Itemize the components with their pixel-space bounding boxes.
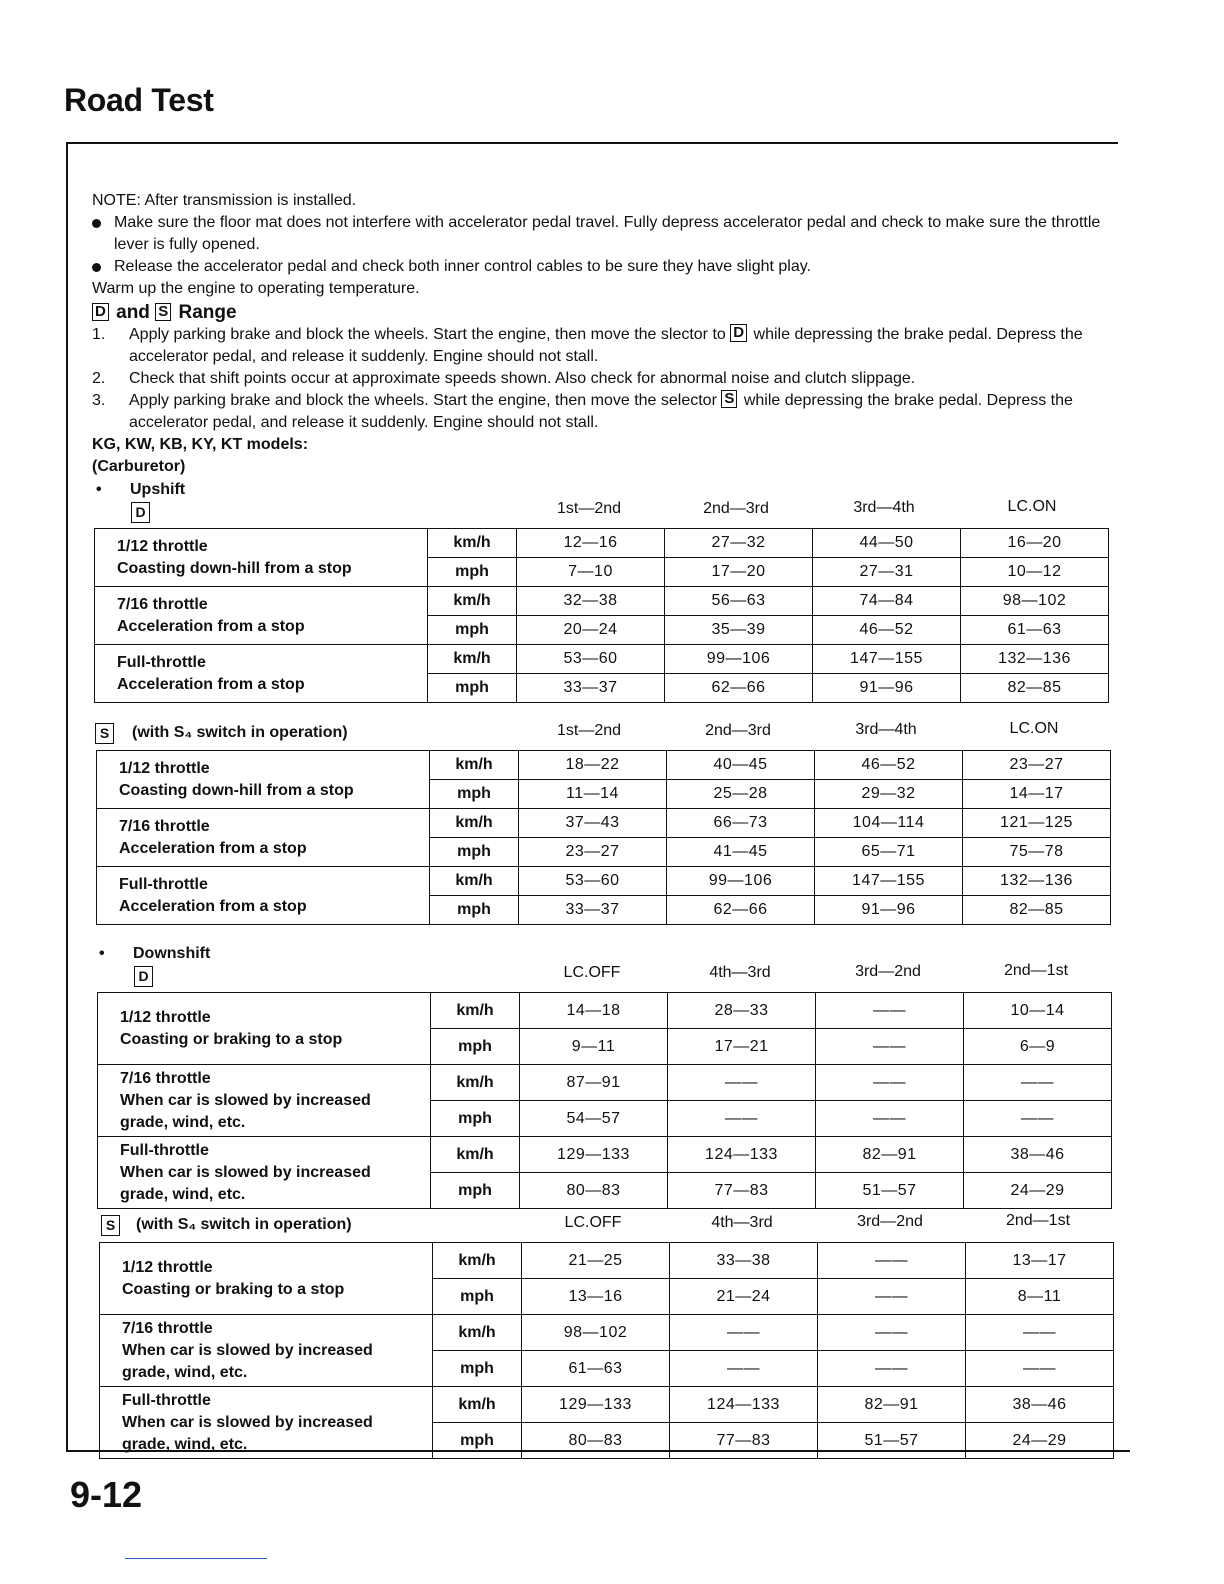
speed-value-cell: 132—136: [963, 867, 1111, 896]
speed-value-cell: 6—9: [964, 1029, 1112, 1065]
frame-top-rule: [66, 142, 1118, 144]
table-row: [98, 993, 1112, 1029]
condition-text: grade, wind, etc.: [120, 1113, 246, 1131]
column-header: 3rd—4th: [855, 721, 917, 738]
unit-cell: km/h: [431, 1065, 520, 1101]
table-row: [98, 1137, 1112, 1173]
s4-switch-label: (with S₄ switch in operation): [136, 1216, 352, 1233]
column-header: 1st—2nd: [556, 722, 622, 739]
carburetor-label: (Carburetor): [92, 458, 186, 475]
unit-cell: mph: [431, 1101, 520, 1137]
unit-cell: km/h: [428, 529, 517, 558]
column-header: 3rd—4th: [853, 499, 915, 516]
table-row: [95, 645, 1109, 674]
speed-value-cell: 24—29: [966, 1423, 1114, 1459]
step-3: [92, 390, 1112, 434]
page-number: 9-12: [70, 1474, 143, 1515]
condition-text: Acceleration from a stop: [119, 839, 307, 857]
step-number: 3.: [92, 392, 106, 409]
range-heading: [92, 302, 1112, 324]
speed-value-cell: 66—73: [667, 809, 815, 838]
upshift-s-table: [96, 750, 1111, 925]
condition-cell: [97, 867, 430, 925]
condition-text: When car is slowed by increased: [120, 1163, 371, 1181]
speed-value-cell: 44—50: [813, 529, 961, 558]
speed-value-cell: ——: [816, 1101, 964, 1137]
range-heading-range: Range: [178, 302, 237, 323]
speed-value-cell: ——: [818, 1243, 966, 1279]
speed-value-cell: 23—27: [519, 838, 667, 867]
downshift-d-table: [97, 992, 1112, 1209]
speed-value-cell: 16—20: [961, 529, 1109, 558]
upshift-heading: [96, 481, 186, 499]
speed-value-cell: 65—71: [815, 838, 963, 867]
condition-cell: [95, 529, 428, 587]
condition-cell: [95, 587, 428, 645]
speed-value-cell: 27—32: [665, 529, 813, 558]
column-header: LC.ON: [1009, 720, 1059, 737]
table-row: [97, 809, 1111, 838]
warm-up-text: Warm up the engine to operating temperature.: [92, 280, 420, 297]
speed-value-cell: 13—17: [966, 1243, 1114, 1279]
step-1: [92, 324, 1112, 368]
unit-cell: km/h: [431, 993, 520, 1029]
speed-value-cell: 99—106: [665, 645, 813, 674]
speed-value-cell: 62—66: [667, 896, 815, 925]
speed-value-cell: 29—32: [815, 780, 963, 809]
unit-cell: km/h: [428, 645, 517, 674]
condition-cell: [97, 751, 430, 809]
speed-value-cell: ——: [964, 1065, 1112, 1101]
speed-value-cell: 82—91: [816, 1137, 964, 1173]
speed-value-cell: 11—14: [519, 780, 667, 809]
speed-value-cell: 21—25: [522, 1243, 670, 1279]
downshift-s-table: [99, 1242, 1114, 1459]
speed-value-cell: 74—84: [813, 587, 961, 616]
table-row: [100, 1243, 1114, 1279]
condition-text: 1/12 throttle: [122, 1258, 213, 1276]
unit-cell: mph: [430, 896, 519, 925]
speed-value-cell: 91—96: [815, 896, 963, 925]
condition-text: When car is slowed by increased: [122, 1413, 373, 1431]
d-range-symbol: D: [131, 502, 150, 523]
speed-value-cell: 14—17: [963, 780, 1111, 809]
unit-cell: mph: [433, 1423, 522, 1459]
unit-cell: km/h: [433, 1243, 522, 1279]
speed-value-cell: 77—83: [668, 1173, 816, 1209]
speed-value-cell: 17—21: [668, 1029, 816, 1065]
unit-cell: km/h: [428, 587, 517, 616]
speed-value-cell: ——: [816, 1065, 964, 1101]
speed-value-cell: ——: [966, 1351, 1114, 1387]
condition-text: 1/12 throttle: [119, 759, 210, 777]
column-header: 3rd—2nd: [857, 1213, 923, 1230]
column-header: 4th—3rd: [709, 964, 771, 981]
condition-text: Acceleration from a stop: [117, 617, 305, 635]
table-row: [97, 867, 1111, 896]
condition-text: 7/16 throttle: [117, 595, 208, 613]
speed-value-cell: 53—60: [517, 645, 665, 674]
unit-cell: km/h: [433, 1387, 522, 1423]
column-header: 2nd—3rd: [703, 500, 769, 517]
column-header: 2nd—3rd: [705, 722, 771, 739]
speed-value-cell: ——: [818, 1315, 966, 1351]
note-bullet-2: [92, 256, 1112, 278]
speed-value-cell: 14—18: [520, 993, 668, 1029]
step-text: Apply parking brake and block the wheels. Start the engine, then move the slector to: [129, 326, 726, 343]
unit-cell: mph: [431, 1173, 520, 1209]
bullet-icon: •: [96, 481, 102, 498]
speed-value-cell: 38—46: [964, 1137, 1112, 1173]
range-heading-and: and: [116, 302, 150, 323]
table-row: [95, 529, 1109, 558]
speed-value-cell: ——: [966, 1315, 1114, 1351]
note-bullet-text: Release the accelerator pedal and check both inner control cables to be sure they have slight play.: [114, 258, 812, 275]
condition-text: When car is slowed by increased: [120, 1091, 371, 1109]
table-row: [97, 751, 1111, 780]
table-row: [100, 1315, 1114, 1351]
speed-value-cell: 17—20: [665, 558, 813, 587]
speed-value-cell: 20—24: [517, 616, 665, 645]
unit-cell: km/h: [431, 1137, 520, 1173]
column-header: 1st—2nd: [556, 500, 622, 517]
unit-cell: km/h: [430, 809, 519, 838]
column-header: 3rd—2nd: [855, 963, 921, 980]
speed-value-cell: 13—16: [522, 1279, 670, 1315]
condition-text: Acceleration from a stop: [117, 675, 305, 693]
unit-cell: mph: [428, 674, 517, 703]
condition-cell: [97, 809, 430, 867]
condition-text: 1/12 throttle: [117, 537, 208, 555]
speed-value-cell: 37—43: [519, 809, 667, 838]
condition-text: Full-throttle: [122, 1391, 211, 1409]
speed-value-cell: 129—133: [522, 1387, 670, 1423]
speed-value-cell: 99—106: [667, 867, 815, 896]
speed-value-cell: 91—96: [813, 674, 961, 703]
condition-cell: [98, 993, 431, 1065]
speed-value-cell: 33—37: [517, 674, 665, 703]
d-range-symbol: D: [134, 966, 153, 987]
s-range-symbol: S: [155, 303, 171, 321]
speed-value-cell: 27—31: [813, 558, 961, 587]
condition-text: 7/16 throttle: [120, 1069, 211, 1087]
speed-value-cell: 23—27: [963, 751, 1111, 780]
condition-text: Coasting or braking to a stop: [120, 1030, 343, 1048]
column-header: 4th—3rd: [711, 1214, 773, 1231]
condition-cell: [95, 645, 428, 703]
d-range-symbol: D: [92, 303, 109, 321]
condition-text: 7/16 throttle: [119, 817, 210, 835]
bullet-dot-icon: [92, 263, 101, 272]
speed-value-cell: 62—66: [665, 674, 813, 703]
condition-text: Acceleration from a stop: [119, 897, 307, 915]
speed-value-cell: 56—63: [665, 587, 813, 616]
speed-value-cell: 7—10: [517, 558, 665, 587]
speed-value-cell: ——: [668, 1101, 816, 1137]
upshift-d-table: [94, 528, 1109, 703]
speed-value-cell: 40—45: [667, 751, 815, 780]
speed-value-cell: 46—52: [813, 616, 961, 645]
condition-text: 1/12 throttle: [120, 1008, 211, 1026]
condition-cell: [98, 1065, 431, 1137]
step-text-cont: while depressing the brake pedal. Depress the accelerator pedal, and release it suddenly. Engine should not stall.: [129, 392, 1073, 431]
speed-value-cell: 124—133: [670, 1387, 818, 1423]
speed-value-cell: 33—38: [670, 1243, 818, 1279]
page-title: Road Test: [64, 82, 214, 118]
s-range-symbol: S: [95, 723, 114, 744]
speed-value-cell: 132—136: [961, 645, 1109, 674]
footer-rule: [125, 1558, 267, 1559]
speed-value-cell: 28—33: [668, 993, 816, 1029]
condition-text: Coasting down-hill from a stop: [117, 559, 352, 577]
condition-cell: [100, 1387, 433, 1459]
speed-value-cell: 21—24: [670, 1279, 818, 1315]
speed-value-cell: 9—11: [520, 1029, 668, 1065]
speed-value-cell: 80—83: [520, 1173, 668, 1209]
unit-cell: km/h: [433, 1315, 522, 1351]
downshift-label: Downshift: [133, 945, 211, 962]
speed-value-cell: ——: [816, 1029, 964, 1065]
unit-cell: km/h: [430, 867, 519, 896]
note-bullet-1: [92, 212, 1112, 256]
unit-cell: mph: [428, 616, 517, 645]
bullet-icon: •: [99, 945, 105, 962]
unit-cell: mph: [431, 1029, 520, 1065]
speed-value-cell: 61—63: [961, 616, 1109, 645]
speed-value-cell: 77—83: [670, 1423, 818, 1459]
condition-text: Full-throttle: [119, 875, 208, 893]
speed-value-cell: 35—39: [665, 616, 813, 645]
speed-value-cell: 121—125: [963, 809, 1111, 838]
condition-text: Coasting down-hill from a stop: [119, 781, 354, 799]
note-text: NOTE: After transmission is installed.: [92, 192, 357, 209]
s-range-symbol: S: [101, 1215, 120, 1236]
speed-value-cell: 41—45: [667, 838, 815, 867]
speed-value-cell: 24—29: [964, 1173, 1112, 1209]
speed-value-cell: 82—91: [818, 1387, 966, 1423]
speed-value-cell: 33—37: [519, 896, 667, 925]
condition-text: Full-throttle: [117, 653, 206, 671]
speed-value-cell: 98—102: [961, 587, 1109, 616]
column-header: LC.OFF: [564, 1214, 622, 1231]
condition-text: Full-throttle: [120, 1141, 209, 1159]
condition-cell: [100, 1243, 433, 1315]
table-row: [98, 1065, 1112, 1101]
speed-value-cell: 12—16: [517, 529, 665, 558]
step-number: 2.: [92, 370, 106, 387]
speed-value-cell: ——: [964, 1101, 1112, 1137]
condition-cell: [98, 1137, 431, 1209]
speed-value-cell: 61—63: [522, 1351, 670, 1387]
intro-section: [92, 190, 1112, 478]
step-text: Check that shift points occur at approximate speeds shown. Also check for abnormal noise and clutch slippage.: [129, 370, 916, 387]
s-range-symbol: S: [721, 390, 737, 408]
speed-value-cell: 104—114: [815, 809, 963, 838]
speed-value-cell: 147—155: [813, 645, 961, 674]
step-text: Apply parking brake and block the wheels. Start the engine, then move the selector: [129, 392, 717, 409]
speed-value-cell: 129—133: [520, 1137, 668, 1173]
speed-value-cell: ——: [668, 1065, 816, 1101]
condition-cell: [100, 1315, 433, 1387]
downshift-heading: [99, 945, 211, 963]
speed-value-cell: ——: [670, 1315, 818, 1351]
condition-text: grade, wind, etc.: [120, 1185, 246, 1203]
speed-value-cell: ——: [818, 1279, 966, 1315]
speed-value-cell: 8—11: [966, 1279, 1114, 1315]
unit-cell: mph: [433, 1279, 522, 1315]
speed-value-cell: 25—28: [667, 780, 815, 809]
speed-value-cell: 32—38: [517, 587, 665, 616]
unit-cell: mph: [428, 558, 517, 587]
unit-cell: km/h: [430, 751, 519, 780]
condition-text: grade, wind, etc.: [122, 1363, 248, 1381]
frame-left-rule: [66, 142, 68, 1452]
column-header: 2nd—1st: [1003, 962, 1069, 979]
speed-value-cell: 38—46: [966, 1387, 1114, 1423]
speed-value-cell: 98—102: [522, 1315, 670, 1351]
models-heading: KG, KW, KB, KY, KT models:: [92, 436, 309, 453]
column-header: LC.ON: [1007, 498, 1057, 515]
speed-value-cell: 82—85: [961, 674, 1109, 703]
speed-value-cell: 53—60: [519, 867, 667, 896]
bullet-dot-icon: [92, 219, 101, 228]
d-range-symbol: D: [730, 324, 747, 342]
table-row: [95, 587, 1109, 616]
unit-cell: mph: [430, 838, 519, 867]
speed-value-cell: 147—155: [815, 867, 963, 896]
step-text-cont: while depressing the brake pedal. Depress the accelerator pedal, and release it suddenly. Engine should not stall.: [129, 326, 1083, 365]
condition-text: 7/16 throttle: [122, 1319, 213, 1337]
speed-value-cell: 80—83: [522, 1423, 670, 1459]
speed-value-cell: 51—57: [818, 1423, 966, 1459]
condition-text: When car is slowed by increased: [122, 1341, 373, 1359]
speed-value-cell: 51—57: [816, 1173, 964, 1209]
speed-value-cell: ——: [670, 1351, 818, 1387]
column-header: LC.OFF: [563, 964, 621, 981]
column-header: 2nd—1st: [1005, 1212, 1071, 1229]
speed-value-cell: 82—85: [963, 896, 1111, 925]
table-row: [100, 1387, 1114, 1423]
speed-value-cell: ——: [816, 993, 964, 1029]
unit-cell: mph: [430, 780, 519, 809]
unit-cell: mph: [433, 1351, 522, 1387]
speed-value-cell: ——: [818, 1351, 966, 1387]
note-bullet-text: Make sure the floor mat does not interfere with accelerator pedal travel. Fully depress accelerator pedal and check to make sure the throttle lever is fully opened.: [114, 214, 1101, 253]
condition-text: Coasting or braking to a stop: [122, 1280, 345, 1298]
speed-value-cell: 75—78: [963, 838, 1111, 867]
speed-value-cell: 10—14: [964, 993, 1112, 1029]
condition-text: grade, wind, etc.: [122, 1435, 248, 1453]
s4-switch-label: (with S₄ switch in operation): [132, 724, 348, 741]
step-number: 1.: [92, 326, 106, 343]
speed-value-cell: 54—57: [520, 1101, 668, 1137]
speed-value-cell: 18—22: [519, 751, 667, 780]
upshift-label: Upshift: [130, 481, 186, 498]
step-2: [92, 368, 1112, 390]
speed-value-cell: 87—91: [520, 1065, 668, 1101]
speed-value-cell: 124—133: [668, 1137, 816, 1173]
speed-value-cell: 46—52: [815, 751, 963, 780]
speed-value-cell: 10—12: [961, 558, 1109, 587]
